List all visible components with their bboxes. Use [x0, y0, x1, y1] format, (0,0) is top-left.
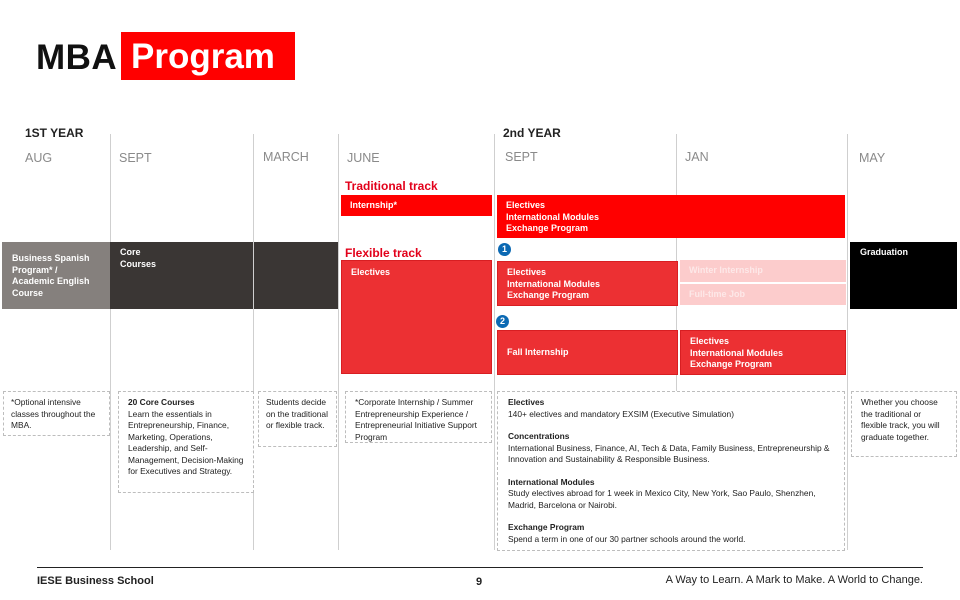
month-march: MARCH — [263, 150, 309, 164]
month-may: MAY — [859, 151, 886, 165]
graduate-together-note — [851, 391, 957, 457]
page-number: 9 — [476, 576, 483, 588]
traditional-second-year-block — [497, 195, 845, 238]
block-label: Fall Internship — [507, 347, 569, 357]
option1-sept-block — [497, 261, 678, 306]
title-program: Program — [121, 32, 295, 80]
month-aug: AUG — [25, 151, 53, 165]
note-text: 140+ electives and mandatory EXSIM (Executive Simulation) — [508, 408, 735, 419]
month-june: JUNE — [347, 151, 380, 165]
note-heading: International Modules — [508, 476, 595, 487]
note-heading: Electives — [508, 397, 545, 407]
block-line: Program* / — [12, 264, 58, 275]
column-divider — [847, 134, 848, 550]
option-1-badge: 1 — [498, 243, 511, 256]
second-year-label: 2nd YEAR — [503, 126, 561, 140]
block-label: Internship* — [350, 200, 398, 210]
flexible-electives-block — [341, 260, 492, 374]
block-line: Electives — [690, 336, 730, 346]
decide-track-note — [258, 391, 337, 447]
block-line: International Modules — [506, 211, 600, 222]
spacer — [508, 466, 834, 477]
title-mba: MBA — [36, 38, 118, 77]
full-time-job-block — [680, 284, 846, 305]
note-heading: 20 Core Courses — [128, 397, 195, 407]
block-line: Exchange Program — [507, 290, 590, 300]
first-year-label: 1ST YEAR — [25, 126, 84, 140]
option-2-badge: 2 — [496, 315, 509, 328]
month-jan: JAN — [685, 150, 709, 164]
block-label: Winter Internship — [689, 265, 763, 275]
column-divider — [494, 134, 495, 550]
second-year-details-note — [497, 391, 845, 551]
core-courses-block — [110, 242, 253, 309]
block-label: Full-time Job — [689, 289, 745, 299]
note-heading: Concentrations — [508, 431, 570, 441]
note-text: *Optional intensive classes throughout the MBA. — [11, 397, 96, 430]
month-sept-2: SEPT — [505, 150, 538, 164]
business-spanish-block — [2, 242, 110, 309]
spacer — [508, 420, 834, 431]
block-line: International Modules — [507, 278, 601, 289]
fall-internship-block — [497, 330, 678, 375]
note-text: *Corporate Internship / Summer Entrepreneurship Experience / Entrepreneurial Initiative Support Program — [355, 397, 477, 442]
block-line: International Modules — [690, 347, 784, 358]
winter-internship-block — [680, 260, 846, 282]
block-line: Course — [12, 287, 44, 298]
optional-classes-note — [3, 391, 110, 436]
block-line: Academic English — [12, 276, 90, 286]
spacer — [508, 511, 834, 522]
graduation-block — [850, 242, 957, 309]
corporate-internship-note — [345, 391, 492, 443]
block-label: Electives — [351, 267, 391, 277]
traditional-internship-block — [341, 195, 492, 216]
flexible-track-label: Flexible track — [345, 246, 422, 260]
option2-jan-block — [680, 330, 846, 375]
block-line: Exchange Program — [506, 223, 589, 233]
block-line: Exchange Program — [690, 359, 773, 369]
march-block — [254, 242, 338, 309]
footer-tagline: A Way to Learn. A Mark to Make. A World to Change. — [665, 574, 923, 586]
block-line: Electives — [506, 200, 546, 210]
block-label: Graduation — [860, 247, 909, 257]
footer-school-name: IESE Business School — [37, 575, 154, 587]
column-divider — [110, 134, 111, 550]
note-text: International Business, Finance, AI, Tech & Data, Family Business, Entrepreneurship & Innovation and Sustainability & Responsible Business. — [508, 442, 830, 464]
traditional-track-label: Traditional track — [345, 179, 438, 193]
block-line: Core — [120, 247, 141, 257]
block-line: Business Spanish — [12, 253, 90, 263]
footer-divider — [37, 567, 923, 568]
note-text: Whether you choose the traditional or flexible track, you will graduate together. — [861, 397, 940, 442]
note-text: Spend a term in one of our 30 partner schools around the world. — [508, 533, 746, 544]
note-text: Students decide on the traditional or flexible track. — [266, 397, 328, 430]
block-line: Courses — [120, 258, 157, 269]
month-sept: SEPT — [119, 151, 152, 165]
note-text: Study electives abroad for 1 week in Mexico City, New York, Sao Paulo, Shenzhen, Madrid, Barcelona or Nairobi. — [508, 488, 816, 510]
block-line: Electives — [507, 267, 547, 277]
note-text: Learn the essentials in Entrepreneurship, Finance, Marketing, Operations, Leadership, and Self-Management, Decision-Making for Executives and Strategy. — [128, 408, 244, 476]
note-heading: Exchange Program — [508, 522, 585, 532]
column-divider — [338, 134, 339, 550]
core-courses-note — [118, 391, 254, 493]
